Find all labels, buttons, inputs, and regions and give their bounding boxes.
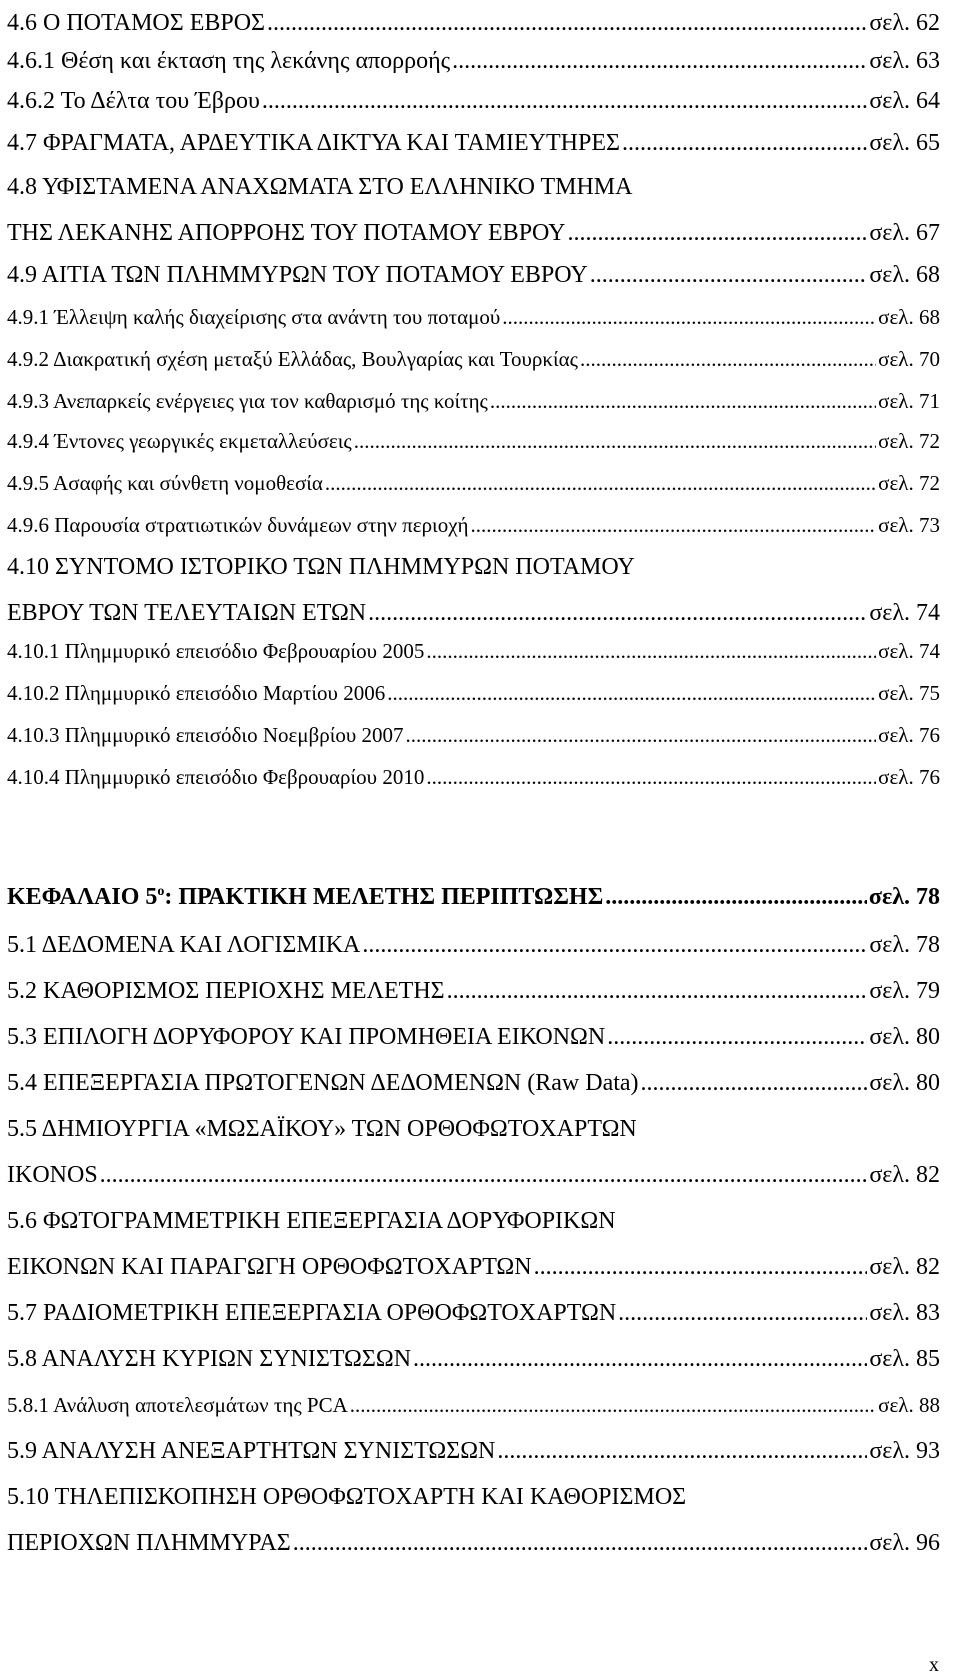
toc-entry-title: 5.4 ΕΠΕΞΕΡΓΑΣΙΑ ΠΡΩΤΟΓΕΝΩΝ ΔΕΔΟΜΕΝΩΝ (Raw Data) xyxy=(7,1070,639,1096)
toc-leader xyxy=(100,1152,868,1198)
toc-entry-page: σελ. 72 xyxy=(878,429,940,453)
toc-entry-title: 4.9.6 Παρουσία στρατιωτικών δυνάμεων στην περιοχή xyxy=(7,513,469,537)
toc-entry-title: 4.6.2 Το Δέλτα του Έβρου xyxy=(7,88,260,114)
toc-entry-title: 4.9.3 Ανεπαρκείς ενέργειες για τον καθαρισμό της κοίτης xyxy=(7,389,488,413)
toc-entry-page: σελ. 82 xyxy=(869,1162,940,1188)
toc-entry-title: ΤΗΣ ΛΕΚΑΝΗΣ ΑΠΟΡΡΟΗΣ ΤΟΥ ΠΟΤΑΜΟΥ ΕΒΡΟΥ xyxy=(7,220,566,246)
toc-leader xyxy=(471,504,877,547)
toc-entry-title: 4.10.1 Πλημμυρικό επεισόδιο Φεβρουαρίου 2005 xyxy=(7,639,425,663)
toc-entry-title: 5.3 ΕΠΙΛΟΓΗ ΔΟΡΥΦΟΡΟΥ ΚΑΙ ΠΡΟΜΗΘΕΙΑ ΕΙΚΟΝΩΝ xyxy=(7,1024,606,1050)
toc-entry-page: σελ. 80 xyxy=(869,1024,940,1050)
toc-entry-4-8 xyxy=(7,164,940,256)
page-number: x xyxy=(929,1654,939,1676)
toc-entry-title: 4.6 Ο ΠΟΤΑΜΟΣ ΕΒΡΟΣ xyxy=(7,10,266,36)
toc-chapter-prefix: ΚΕΦΑΛΑΙΟ 5 xyxy=(7,884,158,910)
toc-entry-5-5 xyxy=(7,1106,940,1198)
toc-entry-page: σελ. 73 xyxy=(878,513,940,537)
toc-entry-5-6 xyxy=(7,1198,940,1290)
toc-leader xyxy=(605,874,867,920)
toc-entry-4-9-6 xyxy=(7,504,940,547)
toc-entry-5-7 xyxy=(7,1290,940,1336)
toc-entry-page: σελ. 78 xyxy=(868,884,940,910)
toc-entry-title: ΕΒΡΟΥ ΤΩΝ ΤΕΛΕΥΤΑΙΩΝ ΕΤΩΝ xyxy=(7,600,367,626)
toc-entry-title: IKONOS xyxy=(7,1162,98,1188)
toc-entry-page: σελ. 96 xyxy=(869,1530,940,1556)
toc-leader xyxy=(497,1428,867,1474)
toc-entry-page: σελ. 74 xyxy=(869,600,940,626)
toc-entry-4-10-3 xyxy=(7,714,940,757)
toc-entry-5-8 xyxy=(7,1336,940,1382)
toc-entry-page: σελ. 79 xyxy=(869,978,940,1004)
toc-entry-page: σελ. 74 xyxy=(878,639,940,663)
toc-entry-title: 4.9.5 Ασαφής και σύνθετη νομοθεσία xyxy=(7,471,323,495)
toc-entry-page: σελ. 76 xyxy=(878,723,940,747)
toc-entry-page: σελ. 63 xyxy=(869,48,940,74)
toc-entry-page: σελ. 88 xyxy=(878,1393,940,1417)
toc-leader xyxy=(387,672,876,715)
toc-entry-4-10-4 xyxy=(7,756,940,799)
toc-entry-page: σελ. 68 xyxy=(878,305,940,329)
toc-entry-title: 4.10.3 Πλημμυρικό επεισόδιο Νοεμβρίου 2007 xyxy=(7,723,404,747)
toc-entry-page: σελ. 64 xyxy=(869,88,940,114)
toc-entry-4-9-4 xyxy=(7,420,940,463)
toc-leader xyxy=(641,1060,868,1106)
toc-leader xyxy=(354,420,876,463)
toc-leader xyxy=(447,968,868,1014)
toc-entry-4-10 xyxy=(7,544,940,636)
toc-entry-4-9-2 xyxy=(7,338,940,381)
toc-leader xyxy=(325,462,876,505)
toc-leader xyxy=(426,756,876,799)
toc-entry-page: σελ. 82 xyxy=(869,1254,940,1280)
toc-entry-4-9-5 xyxy=(7,462,940,505)
toc-entry-title-line1: 4.10 ΣΥΝΤΟΜΟ ΙΣΤΟΡΙΚΟ ΤΩΝ ΠΛΗΜΜΥΡΩΝ ΠΟΤΑΜΟΥ xyxy=(7,554,635,580)
toc-entry-title: 4.10.4 Πλημμυρικό επεισόδιο Φεβρουαρίου 2010 xyxy=(7,765,425,789)
toc-leader xyxy=(406,714,877,757)
toc-entry-5-8-1 xyxy=(7,1384,940,1427)
toc-chapter-5 xyxy=(7,874,940,920)
toc-leader xyxy=(502,296,876,339)
toc-entry-title: 4.9.1 Έλλειψη καλής διαχείρισης στα ανάντη του ποταμού xyxy=(7,305,501,329)
toc-entry-title: 5.7 ΡΑΔΙΟΜΕΤΡΙΚΗ ΕΠΕΞΕΡΓΑΣΙΑ ΟΡΘΟΦΩΤΟΧΑΡΤΩΝ xyxy=(7,1300,617,1326)
toc-entry-title: 4.9 ΑΙΤΙΑ ΤΩΝ ΠΛΗΜΜΥΡΩΝ ΤΟΥ ΠΟΤΑΜΟΥ ΕΒΡΟΥ xyxy=(7,262,588,288)
toc-leader xyxy=(618,1290,867,1336)
toc-entry-title-line1: 5.6 ΦΩΤΟΓΡΑΜΜΕΤΡΙΚΗ ΕΠΕΞΕΡΓΑΣΙΑ ΔΟΡΥΦΟΡΙΚΩΝ xyxy=(7,1208,616,1234)
toc-entry-page: σελ. 62 xyxy=(869,10,940,36)
toc-entry-4-9-1 xyxy=(7,296,940,339)
toc-leader xyxy=(350,1384,876,1427)
toc-entry-4-10-1 xyxy=(7,630,940,673)
toc-entry-page: σελ. 75 xyxy=(878,681,940,705)
toc-entry-page: σελ. 93 xyxy=(869,1438,940,1464)
toc-entry-title: 5.2 ΚΑΘΟΡΙΣΜΟΣ ΠΕΡΙΟΧΗΣ ΜΕΛΕΤΗΣ xyxy=(7,978,445,1004)
toc-leader xyxy=(262,78,867,124)
toc-leader xyxy=(590,252,868,298)
toc-chapter-name: : ΠΡΑΚΤΙΚΗ ΜΕΛΕΤΗΣ ΠΕΡΙΠΤΩΣΗΣ xyxy=(164,884,604,910)
toc-entry-page: σελ. 83 xyxy=(869,1300,940,1326)
toc-entry-5-3 xyxy=(7,1014,940,1060)
toc-entry-5-10 xyxy=(7,1474,940,1566)
toc-entry-page: σελ. 78 xyxy=(869,932,940,958)
toc-entry-page: σελ. 72 xyxy=(878,471,940,495)
toc-leader xyxy=(426,630,876,673)
toc-leader xyxy=(534,1244,868,1290)
toc-entry-title: 4.9.4 Έντονες γεωργικές εκμεταλλεύσεις xyxy=(7,429,352,453)
toc-leader xyxy=(362,922,867,968)
toc-entry-title: ΠΕΡΙΟΧΩΝ ΠΛΗΜΜΥΡΑΣ xyxy=(7,1530,291,1556)
toc-entry-page: σελ. 85 xyxy=(869,1346,940,1372)
toc-leader xyxy=(413,1336,867,1382)
toc-entry-title: 4.10.2 Πλημμυρικό επεισόδιο Μαρτίου 2006 xyxy=(7,681,386,705)
toc-entry-4-6-2 xyxy=(7,78,940,124)
toc-leader xyxy=(580,338,876,381)
toc-entry-5-2 xyxy=(7,968,940,1014)
toc-entry-title: 5.9 ΑΝΑΛΥΣΗ ΑΝΕΞΑΡΤΗΤΩΝ ΣΥΝΙΣΤΩΣΩΝ xyxy=(7,1438,496,1464)
toc-entry-title: 5.1 ΔΕΔΟΜΕΝΑ ΚΑΙ ΛΟΓΙΣΜΙΚΑ xyxy=(7,932,361,958)
toc-chapter-title xyxy=(7,874,603,920)
toc-entry-4-10-2 xyxy=(7,672,940,715)
toc-leader xyxy=(293,1520,868,1566)
toc-entry-title-line1: 5.10 ΤΗΛΕΠΙΣΚΟΠΗΣΗ ΟΡΘΟΦΩΤΟΧΑΡΤΗ ΚΑΙ ΚΑΘΟΡΙΣΜΟΣ xyxy=(7,1484,687,1510)
toc-entry-page: σελ. 80 xyxy=(869,1070,940,1096)
toc-entry-title: 5.8.1 Ανάλυση αποτελεσμάτων της PCA xyxy=(7,1393,348,1417)
toc-entry-5-4 xyxy=(7,1060,940,1106)
toc-entry-title: 4.6.1 Θέση και έκταση της λεκάνης απορροής xyxy=(7,48,451,74)
toc-entry-4-9-3 xyxy=(7,380,940,423)
toc-entry-page: σελ. 68 xyxy=(869,262,940,288)
toc-chapter-ordinal: ο xyxy=(157,884,165,899)
toc-leader xyxy=(622,120,867,166)
toc-entry-title-line1: 5.5 ΔΗΜΙΟΥΡΓΙΑ «ΜΩΣΑΪΚΟΥ» ΤΩΝ ΟΡΘΟΦΩΤΟΧΑΡΤΩΝ xyxy=(7,1116,637,1142)
toc-leader xyxy=(568,210,868,256)
toc-entry-title: 4.9.2 Διακρατική σχέση μεταξύ Ελλάδας, Βουλγαρίας και Τουρκίας xyxy=(7,347,578,371)
toc-entry-title: ΕΙΚΟΝΩΝ ΚΑΙ ΠΑΡΑΓΩΓΗ ΟΡΘΟΦΩΤΟΧΑΡΤΩΝ xyxy=(7,1254,532,1280)
toc-entry-page: σελ. 76 xyxy=(878,765,940,789)
toc-entry-title: 5.8 ΑΝΑΛΥΣΗ ΚΥΡΙΩΝ ΣΥΝΙΣΤΩΣΩΝ xyxy=(7,1346,412,1372)
toc-entry-page: σελ. 70 xyxy=(878,347,940,371)
toc-entry-5-1 xyxy=(7,922,940,968)
toc-leader xyxy=(607,1014,867,1060)
toc-entry-4-9 xyxy=(7,252,940,298)
toc-entry-4-7 xyxy=(7,120,940,166)
toc-entry-page: σελ. 71 xyxy=(878,389,940,413)
toc-entry-5-9 xyxy=(7,1428,940,1474)
toc-entry-title-line1: 4.8 ΥΦΙΣΤΑΜΕΝΑ ΑΝΑΧΩΜΑΤΑ ΣΤΟ ΕΛΛΗΝΙΚΟ ΤΜΗΜΑ xyxy=(7,174,633,200)
toc-leader xyxy=(490,380,876,423)
toc-entry-page: σελ. 65 xyxy=(869,130,940,156)
toc-entry-page: σελ. 67 xyxy=(869,220,940,246)
toc-entry-title: 4.7 ΦΡΑΓΜΑΤΑ, ΑΡΔΕΥΤΙΚΑ ΔΙΚΤΥΑ ΚΑΙ ΤΑΜΙΕΥΤΗΡΕΣ xyxy=(7,130,620,156)
